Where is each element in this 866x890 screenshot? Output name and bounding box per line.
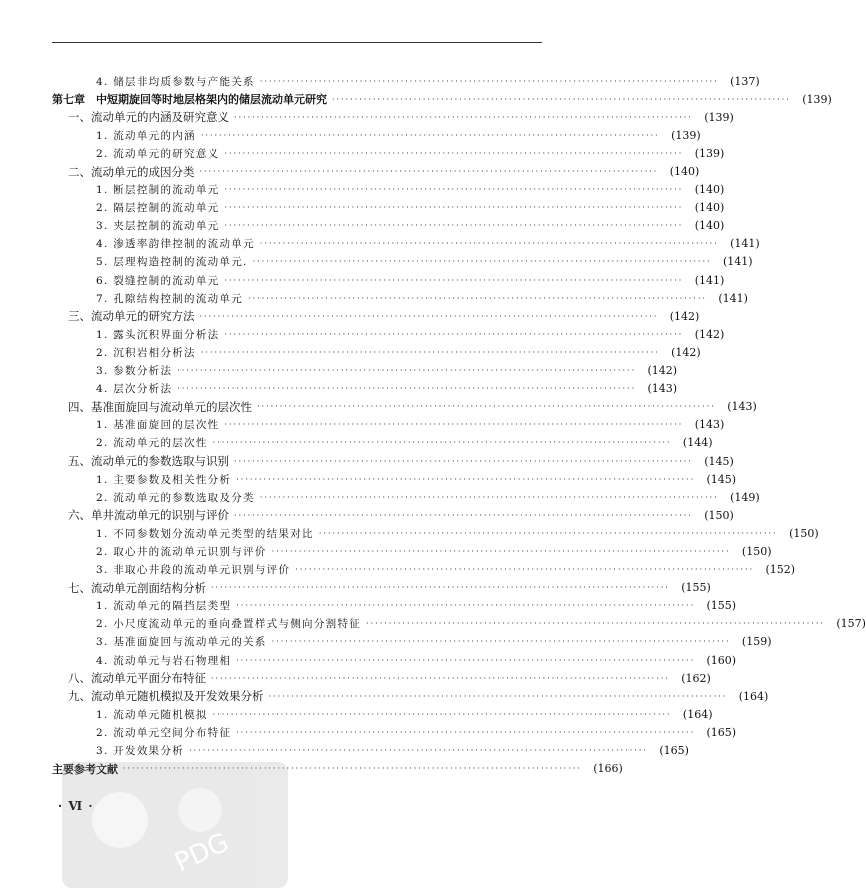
toc-entry-title: 七、流动单元剖面结构分析: [68, 580, 206, 595]
dot-leader: ·····································································································: [271, 546, 731, 556]
dot-leader: ·····································································································: [236, 601, 696, 611]
toc-entry-page: (150): [789, 526, 819, 540]
dot-leader: ·····································································································: [234, 510, 693, 520]
dot-leader: ·····································································································: [234, 112, 693, 122]
toc-section-entry[interactable]: [52, 307, 700, 325]
toc-subsection-entry[interactable]: [52, 488, 760, 506]
toc-entry-title: 1. 流动单元的内涵: [96, 129, 196, 142]
dot-leader: ·····································································································: [248, 293, 707, 303]
toc-section-entry[interactable]: [52, 687, 769, 705]
dot-leader: ·····································································································: [259, 492, 719, 502]
toc-subsection-entry[interactable]: [52, 271, 725, 289]
toc-section-entry[interactable]: [52, 579, 711, 597]
toc-subsection-entry[interactable]: [52, 343, 701, 361]
toc-entry-title: 四、基准面旋回与流动单元的层次性: [68, 399, 252, 414]
dot-leader: ·····································································································: [199, 311, 659, 321]
toc-section-entry[interactable]: [52, 669, 711, 687]
toc-entry-title: 1. 基准面旋回的层次性: [96, 419, 220, 432]
toc-entry-title: 4. 储层非均质参数与产能关系: [96, 75, 255, 88]
toc-entry-title: 3. 开发效果分析: [96, 745, 185, 758]
dot-leader: ·····································································································: [123, 764, 582, 774]
toc-entry-page: (142): [671, 345, 701, 359]
toc-entry-title: 2. 隔层控制的流动单元: [96, 202, 220, 215]
dot-leader: ·····································································································: [224, 148, 684, 158]
toc-entry-page: (141): [694, 273, 725, 287]
dot-leader: ·····································································································: [212, 709, 672, 719]
toc-entry-title: 3. 基准面旋回与流动单元的关系: [96, 636, 267, 649]
dot-leader: ·····································································································: [332, 94, 791, 104]
dot-leader: ·····································································································: [236, 655, 696, 665]
toc-entry-page: (143): [647, 382, 678, 396]
toc-entry-page: (159): [741, 635, 772, 649]
toc-entry-title: 7. 孔隙结构控制的流动单元: [96, 292, 244, 305]
toc-entry-page: (143): [727, 400, 757, 414]
toc-entry-title: 2. 小尺度流动单元的垂向叠置样式与侧向分割特征: [96, 618, 362, 631]
dot-leader: ·····································································································: [177, 384, 637, 394]
toc-subsection-entry[interactable]: [52, 199, 725, 217]
toc-entry-page: (142): [647, 364, 678, 378]
toc-subsection-entry[interactable]: [52, 741, 689, 759]
toc-entry-title: 1. 流动单元随机模拟: [96, 708, 208, 721]
pdg-watermark-stamp: [60, 760, 290, 890]
toc-subsection-entry[interactable]: [52, 615, 866, 633]
dot-leader: ·····································································································: [295, 565, 755, 575]
toc-subsection-entry[interactable]: [52, 181, 725, 199]
toc-entry-page: (165): [659, 744, 689, 758]
toc-section-entry[interactable]: [52, 452, 734, 470]
toc-entry-title: 八、流动单元平面分布特征: [68, 671, 206, 686]
dot-leader: ·····································································································: [234, 456, 693, 466]
toc-entry-title: 4. 流动单元与岩石物理相: [96, 654, 232, 667]
toc-section-entry[interactable]: [52, 398, 757, 416]
toc-section-entry[interactable]: [52, 162, 700, 180]
toc-entry-page: (166): [593, 762, 623, 776]
toc-entry-page: (164): [738, 689, 769, 703]
toc-entry-page: (139): [704, 110, 734, 124]
toc-subsection-entry[interactable]: [52, 524, 819, 542]
toc-entry-page: (139): [694, 146, 725, 160]
toc-entry-page: (142): [694, 327, 725, 341]
header-rule: [52, 42, 542, 43]
toc-entry-title: 2. 沉积岩相分析法: [96, 346, 196, 359]
toc-entry-page: (140): [669, 165, 700, 179]
toc-subsection-entry[interactable]: [52, 126, 701, 144]
toc-entry-title: 2. 流动单元的层次性: [96, 437, 208, 450]
dot-leader: ·····································································································: [257, 402, 716, 412]
dot-leader: ·····································································································: [177, 366, 637, 376]
toc-section-entry[interactable]: [52, 506, 734, 524]
toc-entry-title: 六、单井流动单元的识别与评价: [68, 508, 229, 523]
toc-entry-title: 主要参考文献: [52, 762, 118, 776]
dot-leader: ·····································································································: [259, 76, 719, 86]
toc-subsection-entry[interactable]: [52, 470, 737, 488]
toc-entry-title: 3. 非取心井段的流动单元识别与评价: [96, 564, 291, 577]
toc-entry-page: (155): [681, 581, 711, 595]
toc-entry-title: 5. 层理构造控制的流动单元.: [96, 256, 248, 269]
toc-entry-title: 3. 夹层控制的流动单元: [96, 220, 220, 233]
dot-leader: ·····································································································: [224, 420, 684, 430]
toc-chapter-entry[interactable]: [52, 760, 623, 778]
dot-leader: ·····································································································: [199, 167, 659, 177]
dot-leader: ·····································································································: [211, 583, 670, 593]
toc-subsection-entry[interactable]: [52, 289, 748, 307]
toc-entry-page: (145): [704, 454, 734, 468]
dot-leader: ·····································································································: [224, 221, 684, 231]
toc-entry-page: (149): [730, 490, 760, 504]
toc-entry-page: (142): [669, 309, 700, 323]
toc-entry-title: 第七章 中短期旋回等时地层格架内的储层流动单元研究: [52, 93, 327, 107]
toc-subsection-entry[interactable]: [52, 705, 713, 723]
dot-leader: ·····································································································: [259, 239, 719, 249]
toc-entry-page: (143): [694, 418, 725, 432]
toc-entry-page: (150): [741, 544, 772, 558]
toc-chapter-entry[interactable]: [52, 90, 832, 108]
toc-entry-page: (141): [718, 291, 748, 305]
dot-leader: ·····································································································: [366, 619, 825, 629]
toc-entry-title: 4. 层次分析法: [96, 383, 173, 396]
toc-subsection-entry[interactable]: [52, 144, 725, 162]
toc-subsection-entry[interactable]: [52, 416, 725, 434]
toc-entry-title: 2. 流动单元空间分布特征: [96, 726, 232, 739]
dot-leader: ·····································································································: [224, 203, 684, 213]
dot-leader: ·····································································································: [252, 257, 712, 267]
toc-entry-title: 1. 断层控制的流动单元: [96, 184, 220, 197]
toc-entry-title: 一、流动单元的内涵及研究意义: [68, 110, 229, 125]
toc-subsection-entry[interactable]: [52, 633, 772, 651]
toc-entry-page: (144): [682, 436, 713, 450]
toc-entry-title: 6. 裂缝控制的流动单元: [96, 274, 220, 287]
toc-entry-title: 2. 流动单元的研究意义: [96, 147, 220, 160]
toc-entry-page: (162): [681, 671, 711, 685]
toc-entry-title: 1. 露头沉积界面分析法: [96, 328, 220, 341]
toc-entry-title: 九、流动单元随机模拟及开发效果分析: [68, 689, 264, 704]
toc-entry-page: (141): [722, 255, 753, 269]
toc-entry-page: (140): [694, 201, 725, 215]
toc-subsection-entry[interactable]: [52, 325, 725, 343]
toc-subsection-entry[interactable]: [52, 651, 737, 669]
toc-subsection-entry[interactable]: [52, 380, 678, 398]
dot-leader: ·····································································································: [200, 347, 660, 357]
toc-entry-title: 2. 取心井的流动单元识别与评价: [96, 545, 267, 558]
toc-entry-page: (139): [802, 92, 832, 106]
toc-entry-page: (165): [706, 725, 737, 739]
toc-subsection-entry[interactable]: [52, 723, 737, 741]
toc-entry-page: (140): [694, 183, 725, 197]
toc-entry-page: (157): [836, 617, 866, 631]
dot-leader: ·····································································································: [211, 673, 670, 683]
toc-entry-title: 3. 参数分析法: [96, 365, 173, 378]
toc-subsection-entry[interactable]: [52, 217, 725, 235]
dot-leader: ·····································································································: [224, 275, 684, 285]
toc-entry-page: (155): [706, 599, 737, 613]
toc-subsection-entry[interactable]: [52, 542, 772, 560]
toc-entry-page: (140): [694, 219, 725, 233]
dot-leader: ·····································································································: [271, 637, 731, 647]
toc-entry-page: (160): [706, 653, 737, 667]
toc-entry-page: (139): [671, 128, 701, 142]
dot-leader: ·····································································································: [224, 329, 684, 339]
dot-leader: ·····································································································: [189, 746, 648, 756]
dot-leader: ·····································································································: [318, 528, 778, 538]
dot-leader: ·····································································································: [268, 691, 728, 701]
toc-entry-title: 1. 流动单元的隔挡层类型: [96, 600, 232, 613]
toc-subsection-entry[interactable]: [52, 235, 760, 253]
toc-subsection-entry[interactable]: [52, 561, 796, 579]
toc-subsection-entry[interactable]: [52, 597, 737, 615]
dot-leader: ·····································································································: [212, 438, 672, 448]
dot-leader: ·····································································································: [200, 130, 660, 140]
toc-entry-page: (141): [730, 237, 760, 251]
toc-subsection-entry[interactable]: [52, 72, 760, 90]
toc-entry-title: 1. 不同参数划分流动单元类型的结果对比: [96, 527, 314, 540]
toc-subsection-entry[interactable]: [52, 362, 678, 380]
toc-subsection-entry[interactable]: [52, 253, 753, 271]
toc-entry-title: 2. 流动单元的参数选取及分类: [96, 491, 255, 504]
watermark-text: PDG: [170, 827, 234, 879]
toc-entry-title: 二、流动单元的成因分类: [68, 164, 195, 179]
toc-entry-page: (137): [730, 74, 760, 88]
toc-entry-title: 4. 渗透率韵律控制的流动单元: [96, 238, 255, 251]
toc-entry-page: (152): [765, 563, 796, 577]
toc-section-entry[interactable]: [52, 108, 734, 126]
dot-leader: ·····································································································: [236, 727, 696, 737]
toc-entry-page: (164): [682, 707, 713, 721]
toc-entry-title: 五、流动单元的参数选取与识别: [68, 454, 229, 469]
dot-leader: ·····································································································: [224, 185, 684, 195]
page-number-footer: · Ⅵ ·: [58, 799, 94, 813]
toc-entry-title: 三、流动单元的研究方法: [68, 309, 195, 324]
table-of-contents: [52, 72, 866, 778]
toc-entry-page: (145): [706, 472, 737, 486]
dot-leader: ·····································································································: [236, 474, 696, 484]
toc-entry-page: (150): [704, 508, 734, 522]
toc-subsection-entry[interactable]: [52, 434, 713, 452]
toc-entry-title: 1. 主要参数及相关性分析: [96, 473, 232, 486]
